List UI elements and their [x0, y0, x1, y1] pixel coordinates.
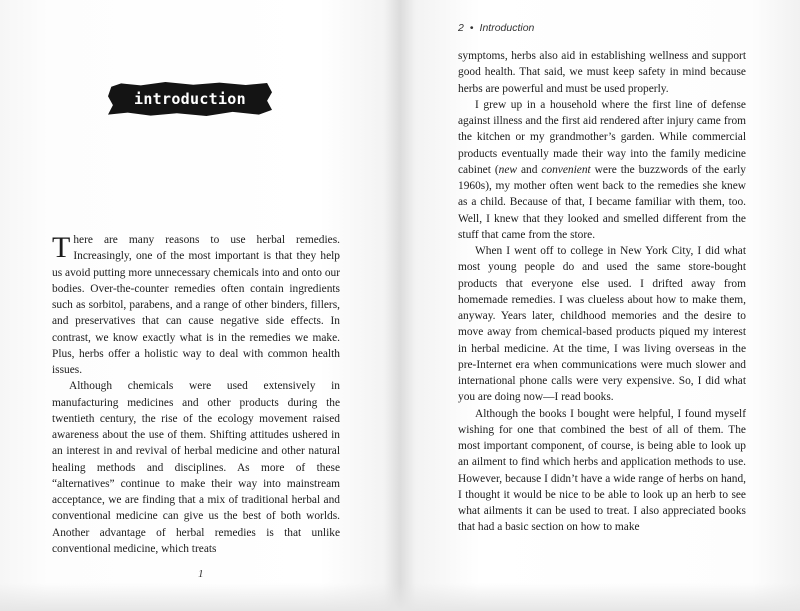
paragraph-text: here are many reasons to use herbal remedies. Increasingly, one of the most important is that they help us avoid putting more unnecessary chemicals into and onto our bodies. Over-the-counter remedies often contain ingredients such as sorbitol, parabens, and a range of other binders, fillers, and preservatives that can cause negative side effects. In contrast, we know exactly what is in the remedies we make. Plus, herbs offer a holistic way to deal with common health issues. [52, 234, 340, 376]
paragraph-text: and [517, 163, 542, 176]
paragraph [52, 232, 340, 378]
paragraph: When I went off to college in New York City, I did what most young people do and used the same store-bought products that everyone else used. I drifted away from homemade remedies. I was clueless about how to make them, anyway. Years later, childhood memories and the desire to move away from chemical-based products piqued my interest in herbal medicine. At the time, I was living overseas in the pre-Internet era when communications were much slower and international phone calls were very expensive. So, I did what you are doing now—I read books. [458, 245, 746, 404]
paragraph: Although chemicals were used extensively in manufacturing medicines and other products during the twentieth century, the rise of the ecology movement raised awareness about the use of them. Shifting attitudes ushered in an interest in and revival of herbal medicine and other natural healing methods and disciplines. As more of these “alternatives” continue to make their way into mainstream acceptance, we are finding that a mix of traditional herbal and conventional medicine can give us the best of both worlds. Another advantage of herbal remedies is that unlike conventional medicine, which treats [52, 380, 340, 555]
paragraph: Although the books I bought were helpful, I found myself wishing for one that combined the best of all of them. The most important component, of course, is being able to look up an ailment to find which herbs and application methods to use. However, because I didn’t have a wide range of herbs on hand, I thought it would be nice to be able to look up an herb to see what ailments it can be used to treat. I also appreciated books that had a basic section on how to make [458, 407, 746, 534]
chapter-title: introduction [134, 90, 246, 108]
paragraph [458, 97, 746, 243]
running-head-page-number: 2 [458, 22, 464, 34]
page-bottom-shadow [0, 583, 800, 611]
emphasis-text: convenient [541, 163, 591, 176]
running-head-title: Introduction [479, 22, 535, 34]
page-number: 1 [198, 568, 204, 580]
paragraph-text: were the buzzwords of the early 1960s), my mother often went back to the remedies she knew as a child. Because of that, I became familiar with them, too. Well, I knew that they looked and smelled different from the stuff that came from the store. [458, 163, 746, 241]
drop-cap: T [52, 231, 71, 264]
right-body-text [458, 48, 746, 536]
running-head [458, 22, 534, 34]
emphasis-text: new [498, 163, 517, 176]
running-head-separator: • [469, 22, 474, 34]
paragraph-text: I grew up in a household where the first line of defense against illness and the first aid rendered after injury came from the kitchen or my grandmother’s garden. While commercial products eventually made their way into the family medicine cabinet ( [458, 98, 746, 176]
paragraph: symptoms, herbs also aid in establishing wellness and support good health. That said, we must keep safety in mind because herbs are powerful and must be used properly. [458, 50, 746, 95]
left-body-text [52, 232, 340, 557]
